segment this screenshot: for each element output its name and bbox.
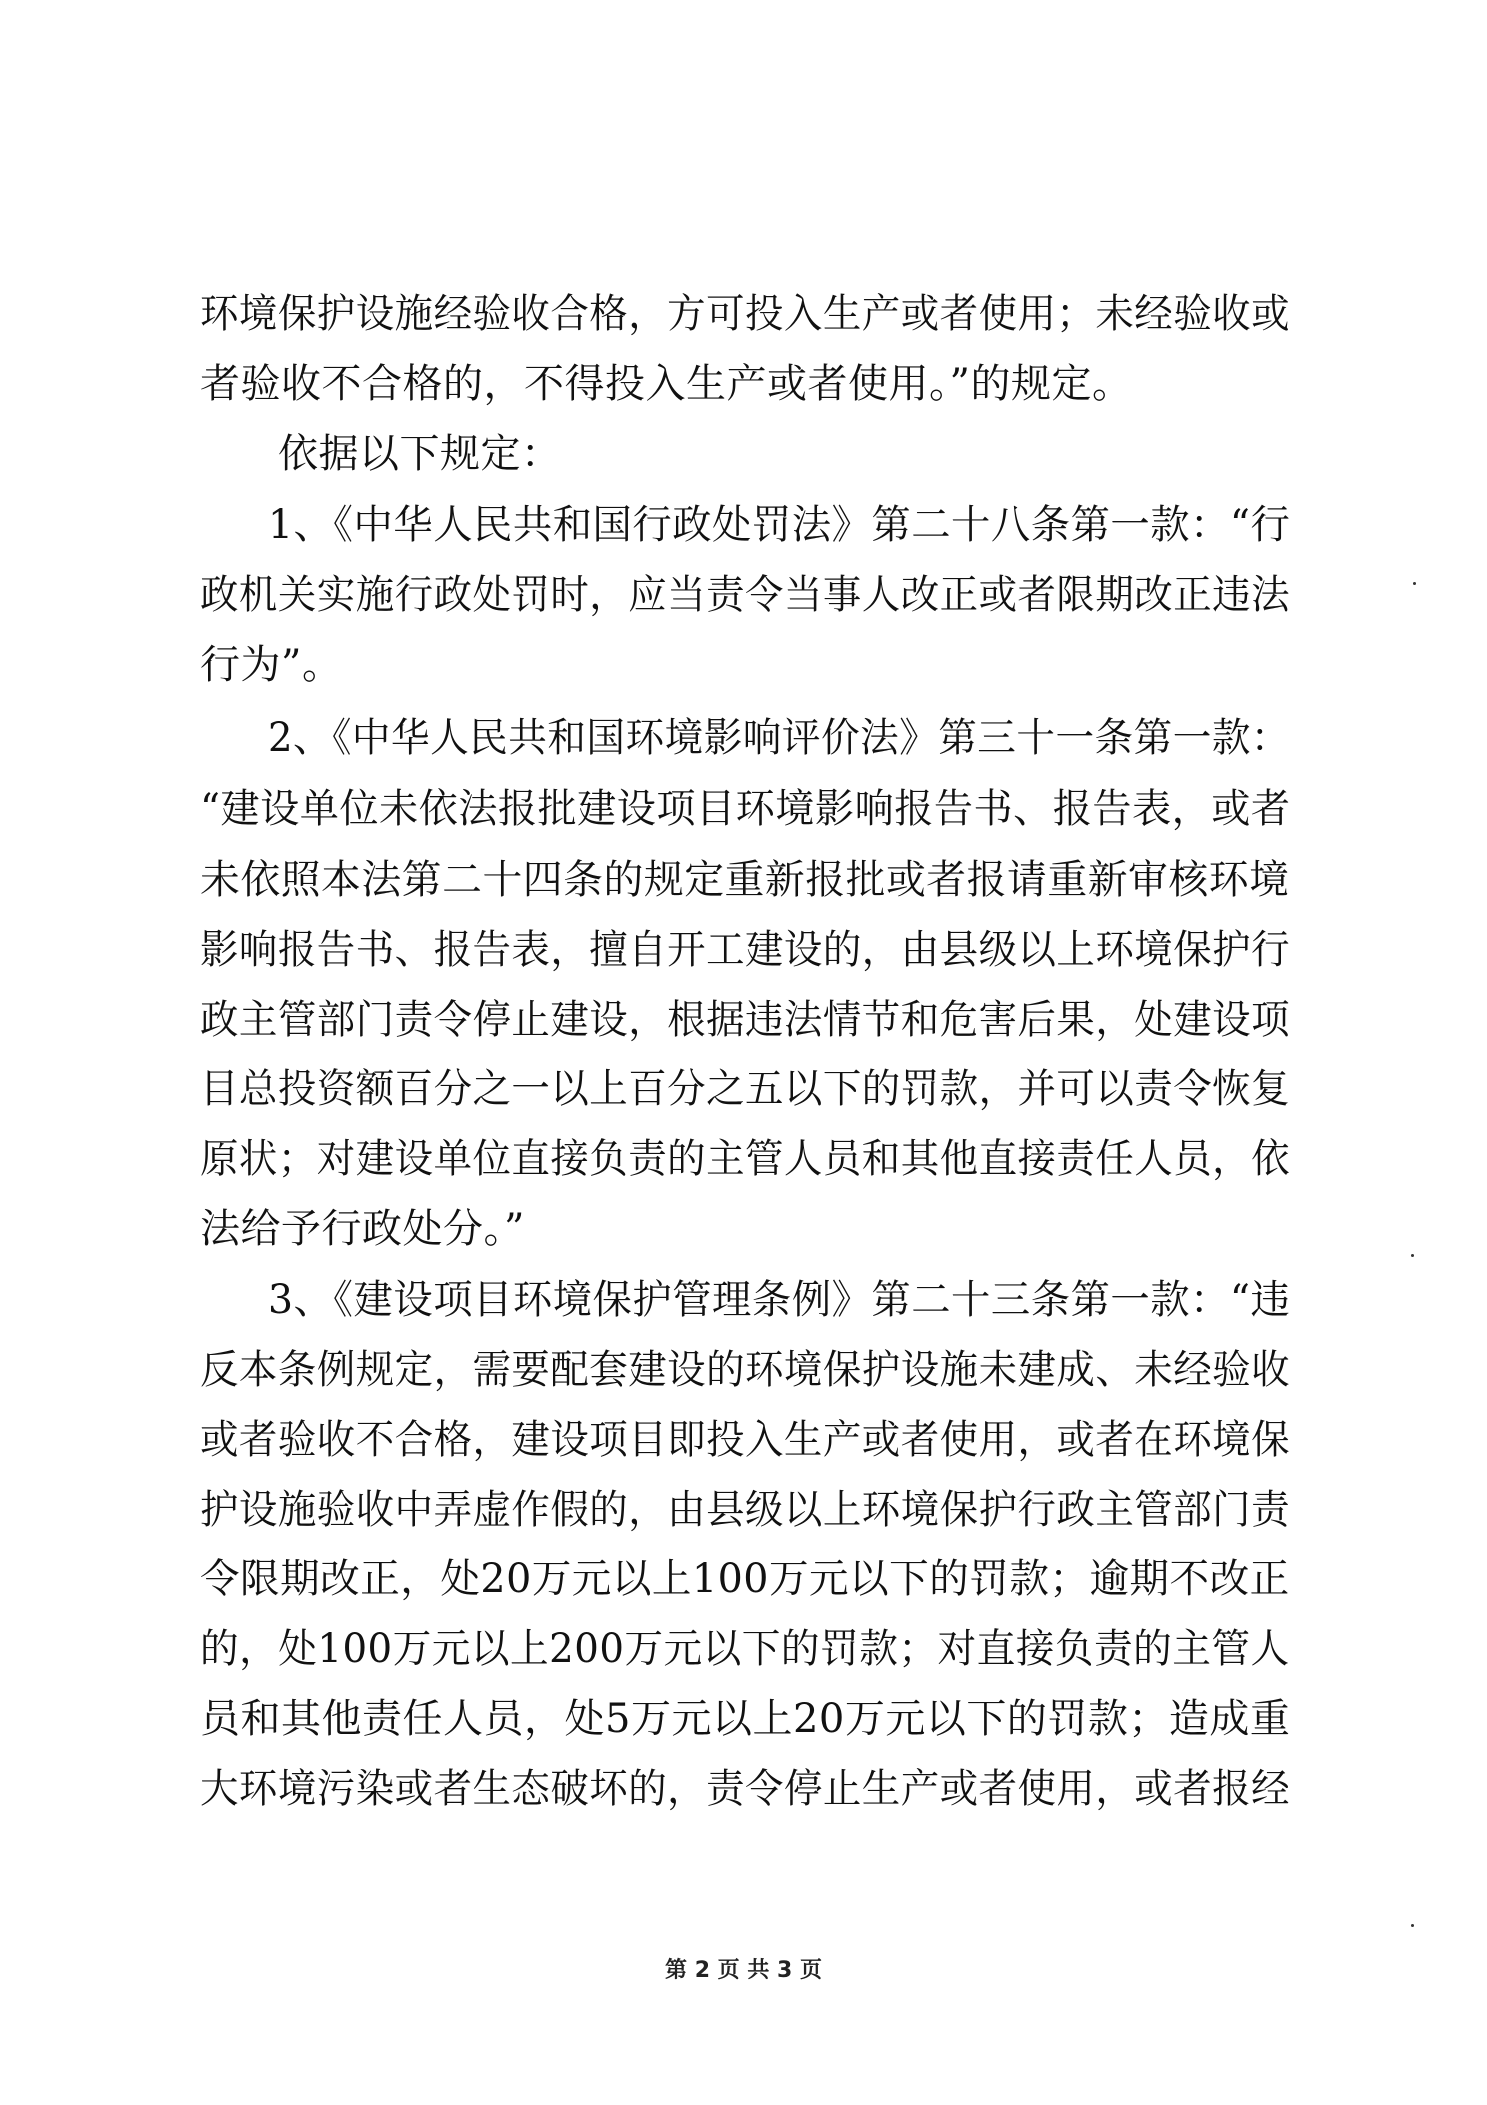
- scan-speck: [1411, 1254, 1414, 1257]
- text-line: 护设施验收中弄虚作假的，由县级以上环境保护行政主管部门责: [200, 1487, 1291, 1533]
- text-line: 行为”。: [200, 642, 343, 688]
- text-line: 者验收不合格的，不得投入生产或者使用。”的规定。: [200, 361, 1133, 407]
- text-line: 影响报告书、报告表，擅自开工建设的，由县级以上环境保护行: [200, 927, 1291, 973]
- text-line: “建设单位未依法报批建设项目环境影响报告书、报告表，或者: [200, 786, 1291, 832]
- text-line: 2、《中华人民共和国环境影响评价法》第三十一条第一款：: [268, 715, 1290, 761]
- text-line: 反本条例规定，需要配套建设的环境保护设施未建成、未经验收: [200, 1347, 1291, 1393]
- text-line: 法给予行政处分。”: [200, 1206, 525, 1252]
- text-line: 员和其他责任人员，处5万元以上20万元以下的罚款；造成重: [200, 1696, 1291, 1742]
- text-line: 的，处100万元以上200万元以下的罚款；对直接负责的主管人: [200, 1626, 1290, 1672]
- text-line: 大环境污染或者生态破坏的，责令停止生产或者使用，或者报经: [200, 1766, 1291, 1812]
- scan-speck: [1413, 582, 1416, 585]
- text-line: 1、《中华人民共和国行政处罚法》第二十八条第一款：“行: [268, 502, 1291, 548]
- text-line: 或者验收不合格，建设项目即投入生产或者使用，或者在环境保: [200, 1417, 1291, 1463]
- text-line: 原状；对建设单位直接负责的主管人员和其他直接责任人员，依: [200, 1136, 1291, 1182]
- page-number-footer: 第 2 页 共 3 页: [665, 1958, 822, 1983]
- text-line: 依据以下规定：: [278, 431, 562, 477]
- text-line: 环境保护设施经验收合格，方可投入生产或者使用；未经验收或: [200, 291, 1291, 337]
- text-line: 未依照本法第二十四条的规定重新报批或者报请重新审核环境: [200, 857, 1290, 903]
- text-line: 目总投资额百分之一以上百分之五以下的罚款，并可以责令恢复: [200, 1066, 1291, 1112]
- text-line: 政机关实施行政处罚时，应当责令当事人改正或者限期改正违法: [200, 572, 1291, 618]
- text-line: 令限期改正，处20万元以上100万元以下的罚款；逾期不改正: [200, 1556, 1290, 1602]
- scan-speck: [1411, 1924, 1414, 1927]
- text-line: 政主管部门责令停止建设，根据违法情节和危害后果，处建设项: [200, 997, 1291, 1043]
- text-line: 3、《建设项目环境保护管理条例》第二十三条第一款：“违: [268, 1277, 1291, 1323]
